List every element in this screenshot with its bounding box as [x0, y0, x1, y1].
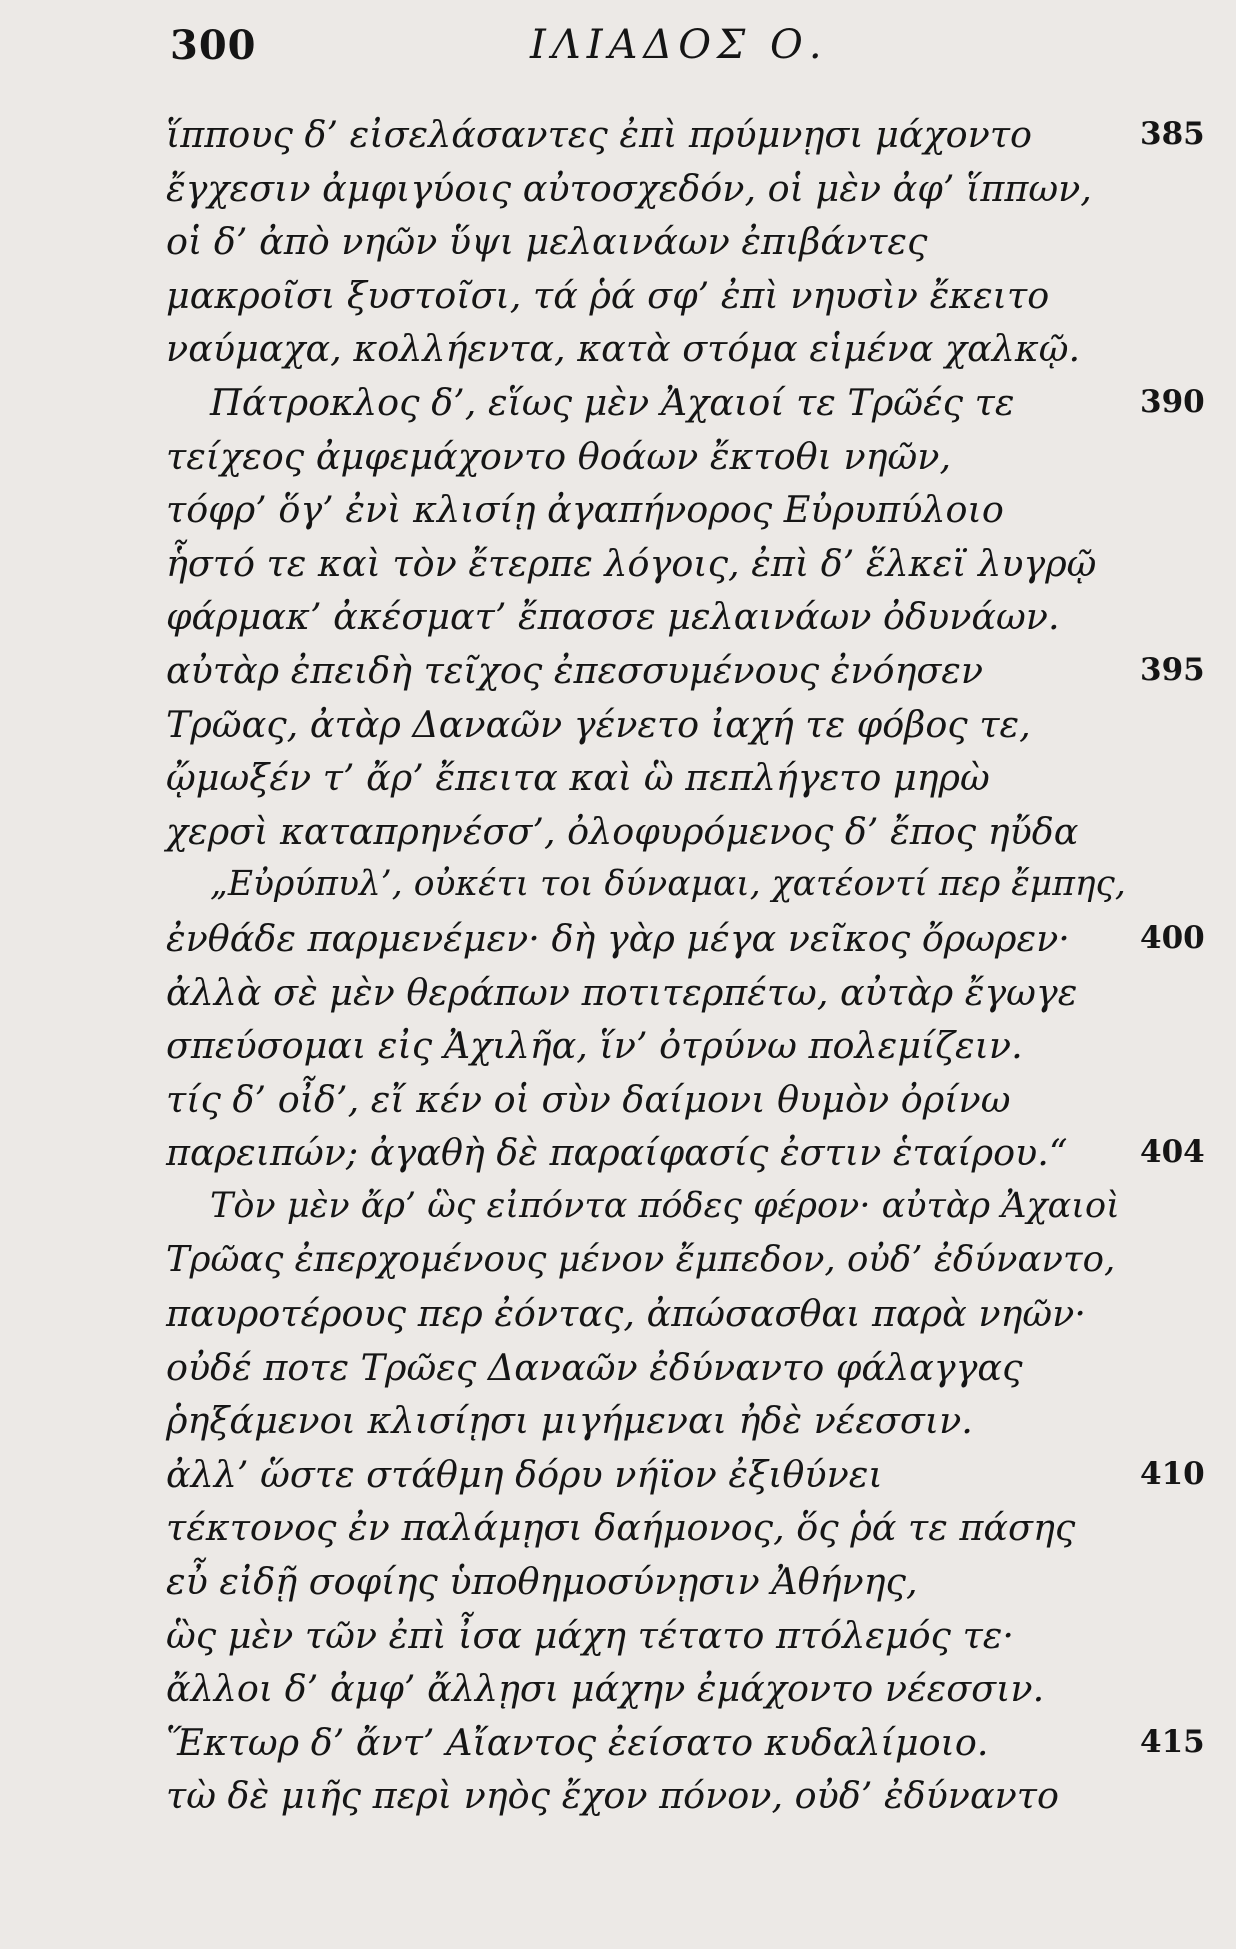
verse-line — [0, 1555, 1236, 1609]
verse-line-text: ἀλλὰ σὲ μὲν θεράπων ποτιτερπέτω, αὐτὰρ ἔγωγε — [166, 970, 1078, 1014]
verse-line-text: ὣς μὲν τῶν ἐπὶ ἶσα μάχη τέτατο πτόλεμός τε· — [166, 1613, 1014, 1657]
verse-line — [0, 858, 1236, 912]
verse-line-text: τὼ δὲ μιῆς περὶ νηὸς ἔχον πόνον, οὐδ’ ἐδύναντο — [166, 1774, 1059, 1818]
verse-line-text: ἄλλοι δ’ ἀμφ’ ἄλλῃσι μάχην ἐμάχοντο νέεσσιν. — [166, 1667, 1045, 1711]
verse-line-text: παυροτέρους περ ἐόντας, ἀπώσασθαι παρὰ νηῶν· — [166, 1292, 1086, 1336]
verse-line — [0, 751, 1236, 805]
verse-line-text: ναύμαχα, κολλήεντα, κατὰ στόμα εἱμένα χαλκῷ. — [166, 327, 1081, 371]
verse-line — [0, 162, 1236, 216]
verse-line-text: ᾤμωξέν τ’ ἄρ’ ἔπειτα καὶ ὣ πεπλήγετο μηρὼ — [166, 756, 990, 800]
verse-line — [0, 322, 1236, 376]
verse-line-text: „Εὐρύπυλ’, οὐκέτι τοι δύναμαι, χατέοντί περ ἔμπης, — [210, 864, 1126, 905]
running-title: ΙΛΙΑΔΟΣ Ο. — [530, 22, 828, 68]
line-number: 415 — [1140, 1723, 1205, 1760]
verse-line — [0, 1716, 1236, 1770]
verse-line-text: τείχεος ἀμφεμάχοντο θοάων ἔκτοθι νηῶν, — [166, 434, 952, 478]
verse-line-text: οὐδέ ποτε Τρῶες Δαναῶν ἐδύναντο φάλαγγας — [166, 1345, 1023, 1389]
verse-line-text: Πάτροκλος δ’, εἵως μὲν Ἀχαιοί τε Τρῶές τε — [210, 380, 1015, 424]
verse-line — [0, 1233, 1236, 1287]
verse-line-text: χερσὶ καταπρηνέσσ’, ὀλοφυρόμενος δ’ ἔπος ηὔδα — [166, 809, 1079, 853]
verse-line — [0, 805, 1236, 859]
verse-line-text: Τρῶας, ἀτὰρ Δαναῶν γένετο ἰαχή τε φόβος τε, — [166, 702, 1031, 746]
verse-line — [0, 1609, 1236, 1663]
verse-line — [0, 590, 1236, 644]
verse-line-text: φάρμακ’ ἀκέσματ’ ἔπασσε μελαινάων ὀδυνάων. — [166, 595, 1060, 639]
line-number: 390 — [1140, 383, 1205, 420]
verse-line — [0, 1501, 1236, 1555]
verse-line — [0, 644, 1236, 698]
verse-line-text: εὖ εἰδῇ σοφίης ὑποθημοσύνῃσιν Ἀθήνης, — [166, 1560, 918, 1604]
verse-line-text: ἐνθάδε παρμενέμεν· δὴ γὰρ μέγα νεῖκος ὄρωρεν· — [166, 916, 1070, 960]
verse-line-text: ἔγχεσιν ἀμφιγύοις αὐτοσχεδόν, οἱ μὲν ἀφ’ ἵππων, — [166, 166, 1092, 210]
verse-line-text: τέκτονος ἐν παλάμῃσι δαήμονος, ὅς ῥά τε πάσης — [166, 1506, 1076, 1550]
verse-line — [0, 1287, 1236, 1341]
verse-line — [0, 1126, 1236, 1180]
verse-line-text: οἱ δ’ ἀπὸ νηῶν ὕψι μελαινάων ἐπιβάντες — [166, 220, 928, 264]
verse-line-text: μακροῖσι ξυστοῖσι, τά ῥά σφ’ ἐπὶ νηυσὶν ἔκειτο — [166, 273, 1050, 317]
verse-line — [0, 430, 1236, 484]
verse-line — [0, 1662, 1236, 1716]
verse-line — [0, 483, 1236, 537]
verse-line-text: ἧστό τε καὶ τὸν ἔτερπε λόγοις, ἐπὶ δ’ ἕλκεϊ λυγρῷ — [166, 541, 1097, 585]
verse-line-text: ῥηξάμενοι κλισίῃσι μιγήμεναι ἠδὲ νέεσσιν. — [166, 1399, 973, 1443]
verse-line-text: τίς δ’ οἶδ’, εἴ κέν οἱ σὺν δαίμονι θυμὸν ὀρίνω — [166, 1077, 1011, 1121]
verse-line — [0, 1073, 1236, 1127]
verse-line-text: τόφρ’ ὅγ’ ἐνὶ κλισίῃ ἀγαπήνορος Εὐρυπύλοιο — [166, 488, 1004, 532]
verse-line — [0, 537, 1236, 591]
line-number: 404 — [1140, 1134, 1205, 1171]
verse-line — [0, 1019, 1236, 1073]
line-number: 385 — [1140, 116, 1205, 152]
verse-line-text: αὐτὰρ ἐπειδὴ τεῖχος ἐπεσσυμένους ἐνόησεν — [166, 648, 984, 692]
verse-line — [0, 966, 1236, 1020]
verse-line — [0, 1394, 1236, 1448]
verse-line-text: ἀλλ’ ὥστε στάθμη δόρυ νήϊον ἐξιθύνει — [166, 1452, 883, 1496]
page-header — [0, 22, 1236, 82]
verse-line — [0, 698, 1236, 752]
verse-line — [0, 912, 1236, 966]
verse-line-text: ἵππους δ’ εἰσελάσαντες ἐπὶ πρύμνῃσι μάχοντο — [166, 113, 1032, 156]
verse-line — [0, 1769, 1236, 1823]
verse-text-block — [0, 108, 1236, 1823]
verse-line-text: Τρῶας ἐπερχομένους μένον ἔμπεδον, οὐδ’ ἐδύναντο, — [166, 1239, 1116, 1281]
verse-line — [0, 215, 1236, 269]
verse-line — [0, 269, 1236, 323]
verse-line-text: σπεύσομαι εἰς Ἀχιλῆα, ἵν’ ὀτρύνω πολεμίζειν. — [166, 1024, 1023, 1068]
verse-line — [0, 108, 1236, 162]
verse-line — [0, 376, 1236, 430]
verse-line — [0, 1180, 1236, 1234]
verse-line-text: Τὸν μὲν ἄρ’ ὣς εἰπόντα πόδες φέρον· αὐτὰρ Ἀχαιοὶ — [210, 1185, 1120, 1226]
page-number: 300 — [170, 22, 257, 69]
verse-line — [0, 1341, 1236, 1395]
line-number: 400 — [1140, 919, 1205, 956]
line-number: 395 — [1140, 651, 1205, 688]
verse-line-text: Ἕκτωρ δ’ ἄντ’ Αἴαντος ἐείσατο κυδαλίμοιο. — [166, 1720, 989, 1764]
line-number: 410 — [1140, 1455, 1205, 1492]
verse-line — [0, 1448, 1236, 1502]
verse-line-text: παρειπών; ἀγαθὴ δὲ παραίφασίς ἐστιν ἑταίρου.“ — [166, 1131, 1068, 1175]
